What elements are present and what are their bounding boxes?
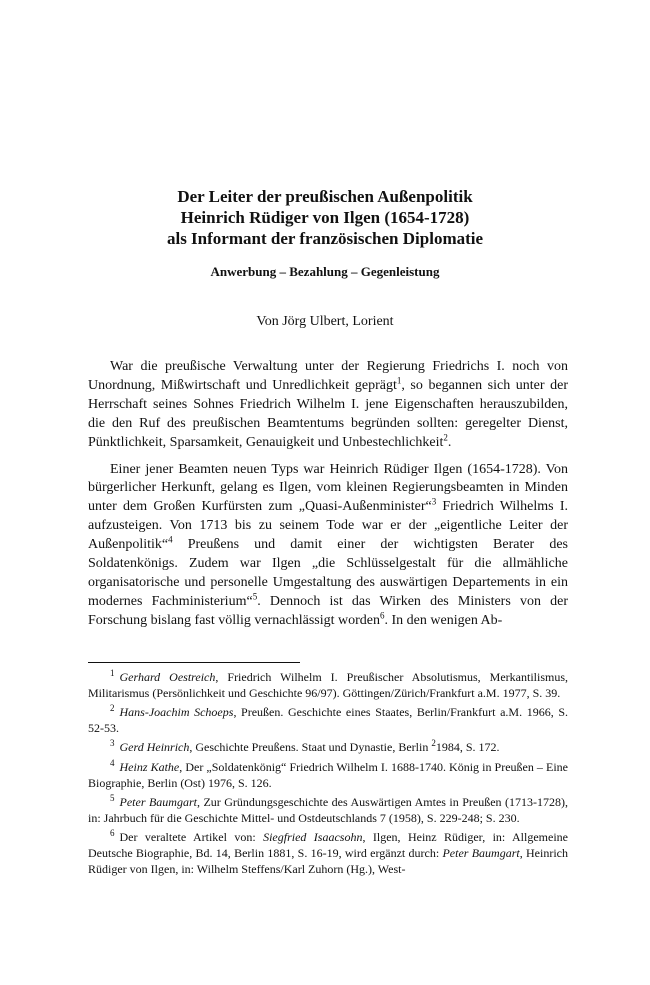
- footnote-ref: 1: [396, 375, 402, 386]
- footnote-author: Heinz Kathe: [119, 759, 180, 774]
- footnote-number: 6: [110, 828, 115, 839]
- footnote-author: Gerd Heinrich: [119, 740, 190, 755]
- footnote-text: Der veraltete Artikel von:: [119, 830, 264, 845]
- title-line-1: Der Leiter der preußischen Außenpolitik: [177, 187, 473, 206]
- footnote-number: 2: [110, 703, 115, 714]
- footnote-author: Peter Baumgart: [442, 845, 520, 860]
- title-line-2: Heinrich Rüdiger von Ilgen (1654-1728): [180, 208, 470, 227]
- footnote-5: [88, 795, 568, 826]
- footnote-ref: 3: [431, 496, 437, 507]
- footnote-text: , Friedrich Wilhelm I. Preußischer Absolutismus, Merkantilismus, Militarismus (Persönlichkeit und Geschichte 96/97). Göttingen/Zürich/Frankfurt a.M. 1977, S. 39.: [88, 670, 568, 700]
- text-run: Friedrich Wilhelms I. aufzusteigen. Von 1713 bis zu seinem Tode war er der „eigentliche Leiter der Außenpolitik“: [88, 499, 568, 553]
- footnote-number: 5: [110, 793, 115, 804]
- footnotes: [88, 670, 568, 881]
- footnote-number: 3: [110, 738, 115, 749]
- edition-superscript: 2: [431, 738, 436, 749]
- footnote-ref: 5: [252, 591, 258, 602]
- text-run: Preußens und damit einer der wichtigsten Berater des Soldatenkönigs. Zudem war Ilgen „die Schlüsselgestalt für die allmähliche organisatorische und personelle Umgestaltung des auswärtigen Departements in ein modernes Fachministerium“: [88, 537, 568, 609]
- footnote-text: 1984, S. 172.: [435, 740, 500, 755]
- footnote-text: , Der „Soldatenkönig“ Friedrich Wilhelm I. 1688-1740. König in Preußen – Eine Biographie, Berlin (Ost) 1976, S. 126.: [88, 759, 568, 790]
- footnote-number: 1: [110, 668, 115, 678]
- footnote-author: Peter Baumgart: [119, 795, 197, 810]
- text-run: , so begannen sich unter der Herrschaft seines Sohnes Friedrich Wilhelm I. jene Eigenschaften herauszubilden, die den Ruf des preußischen Beamtentums begründen sollten: geregelter Dienst, Pünktlichkeit, Sparsamkeit, Genauigkeit und Unbestechlichkeit: [88, 377, 568, 450]
- footnote-1: [88, 670, 568, 701]
- footnote-ref: 6: [380, 610, 385, 621]
- footnote-6: [88, 830, 568, 877]
- footnote-text: , Geschichte Preußens. Staat und Dynastie, Berlin: [189, 740, 432, 755]
- footnote-4: [88, 757, 568, 791]
- article-subtitle: Anwerbung – Bezahlung – Gegenleistung: [210, 264, 440, 279]
- text-run: War die preußische Verwaltung unter der Regierung Friedrichs I. noch von Unordnung, Mißwirtschaft und Unredlichkeit geprägt: [88, 359, 568, 393]
- title-line-3: als Informant der französischen Diplomatie: [166, 229, 484, 248]
- paragraph-2: [88, 461, 568, 631]
- footnote-text: , Ilgen, Heinz Rüdiger, in: Allgemeine Deutsche Biographie, Bd. 14, Berlin 1881, S. 16-19, wird ergänzt durch:: [88, 830, 568, 860]
- footnote-ref: 4: [168, 534, 173, 545]
- footnote-separator: [88, 662, 300, 663]
- footnote-ref: 2: [443, 431, 448, 442]
- text-run: .: [447, 434, 452, 450]
- author-line: Von Jörg Ulbert, Lorient: [256, 314, 394, 329]
- footnote-author: Siegfried Isaacsohn: [263, 830, 363, 845]
- text-run: . Dennoch ist das Wirken des Ministers von der Forschung bislang fast völlig vernachlässigt worden: [88, 593, 568, 628]
- article-title: [0, 186, 650, 249]
- footnote-number: 4: [110, 757, 115, 768]
- footnote-text: , Zur Gründungsgeschichte des Auswärtigen Amtes in Preußen (1713-1728), in: Jahrbuch für die Geschichte Mittel- und Ostdeutschlands 7 (1958), S. 229-248; S. 230.: [88, 795, 568, 825]
- footnote-text: , Preußen. Geschichte eines Staates, Berlin/Frankfurt a.M. 1966, S. 52-53.: [88, 705, 568, 735]
- text-run: Einer jener Beamten neuen Typs war Heinrich Rüdiger Ilgen (1654-1728). Von bürgerlicher Herkunft, gelang es Ilgen, vom kleinen Regierungsbeamten in Minden unter dem Großen Kurfürsten zum „Quasi-Außenminister“: [88, 461, 568, 515]
- footnote-3: [88, 740, 568, 756]
- paragraph-1: [88, 358, 568, 453]
- footnote-text: , Heinrich Rüdiger von Ilgen, in: Wilhelm Steffens/Karl Zuhorn (Hg.), West-: [88, 845, 568, 876]
- footnote-author: Gerhard Oestreich: [119, 670, 216, 684]
- footnote-author: Hans-Joachim Schoeps: [119, 705, 234, 720]
- body-text: [88, 358, 568, 639]
- footnote-2: [88, 705, 568, 736]
- text-run: . In den wenigen Ab-: [384, 612, 503, 628]
